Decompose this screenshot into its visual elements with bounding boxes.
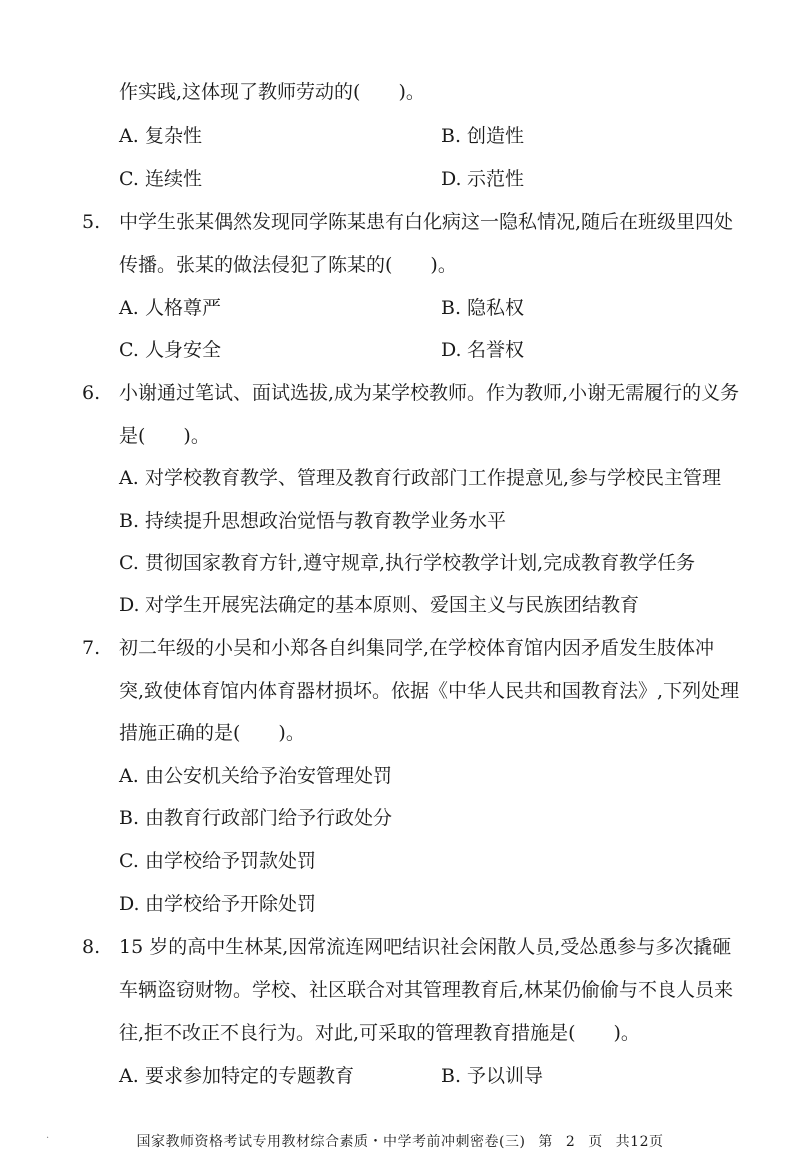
option-label: C. [119, 168, 139, 190]
scan-speck: · [46, 1133, 50, 1144]
option-label: A. [119, 125, 139, 147]
option-text: 由教育行政部门给予行政处分 [145, 807, 393, 829]
option-text: 由学校给予开除处罚 [145, 893, 317, 915]
q8-option-a [119, 1064, 354, 1088]
q7-option-b [119, 806, 392, 830]
q6-stem-line-2: 是( )。 [119, 425, 210, 447]
footer-page-unit: 页 [588, 1134, 603, 1150]
footer-title: 国家教师资格考试专用教材综合素质・中学考前冲刺密卷(三) [136, 1134, 526, 1150]
option-label: D. [441, 339, 462, 361]
option-label: A. [119, 1065, 139, 1087]
q4-option-c [119, 167, 202, 191]
option-text: 要求参加特定的专题教育 [145, 1065, 355, 1087]
option-label: A. [119, 297, 139, 319]
option-label: C. [119, 850, 139, 872]
q7-stem-line-2: 突,致使体育馆内体育器材损坏。依据《中华人民共和国教育法》,下列处理 [119, 680, 740, 702]
q8-stem-line-1: 15 岁的高中生林某,因常流连网吧结识社会闲散人员,受怂恿参与多次撬砸 [119, 936, 732, 958]
option-text: 复杂性 [145, 125, 203, 147]
option-text: 由公安机关给予治安管理处罚 [145, 765, 393, 787]
option-label: D. [441, 168, 462, 190]
q7-option-d [119, 892, 316, 916]
q5-option-c [119, 338, 221, 362]
option-label: A. [119, 765, 139, 787]
q5-option-b [441, 296, 524, 320]
option-text: 创造性 [467, 125, 525, 147]
footer-total: 共12页 [615, 1134, 664, 1150]
q7-stem-line-1: 初二年级的小吴和小郑各自纠集同学,在学校体育馆内因矛盾发生肢体冲 [119, 637, 715, 659]
option-text: 对学校教育教学、管理及教育行政部门工作提意见,参与学校民主管理 [145, 467, 722, 489]
option-text: 人身安全 [145, 339, 222, 361]
option-label: C. [119, 339, 139, 361]
question-number: 6. [82, 382, 101, 404]
option-label: B. [441, 125, 462, 147]
option-text: 由学校给予罚款处罚 [145, 850, 317, 872]
question-number: 7. [82, 637, 101, 659]
question-number: 5. [82, 211, 101, 233]
q8-stem-line-2: 车辆盗窃财物。学校、社区联合对其管理教育后,林某仍偷偷与不良人员来 [119, 979, 734, 1001]
q4-option-b [441, 124, 524, 148]
q6-option-d [119, 593, 639, 617]
option-text: 名誉权 [467, 339, 525, 361]
q6-option-c [119, 551, 695, 575]
option-label: B. [119, 807, 140, 829]
q4-option-d [441, 167, 524, 191]
q4-stem-continuation: 作实践,这体现了教师劳动的( )。 [119, 81, 425, 103]
option-text: 对学生开展宪法确定的基本原则、爱国主义与民族团结教育 [145, 594, 640, 616]
q5-option-d [441, 338, 524, 362]
q7-stem-line-3: 措施正确的是( )。 [119, 722, 305, 744]
option-text: 隐私权 [467, 297, 525, 319]
option-label: C. [119, 552, 139, 574]
q8-stem-line-3: 往,拒不改正不良行为。对此,可采取的管理教育措施是( )。 [119, 1022, 640, 1044]
q5-stem-line-2: 传播。张某的做法侵犯了陈某的( )。 [119, 254, 457, 276]
footer-page-number: 2 [565, 1134, 576, 1150]
q5-stem-line-1: 中学生张某偶然发现同学陈某患有白化病这一隐私情况,随后在班级里四处 [119, 211, 734, 233]
option-text: 人格尊严 [145, 297, 222, 319]
option-text: 贯彻国家教育方针,遵守规章,执行学校教学计划,完成教育教学任务 [145, 552, 696, 574]
q6-stem-line-1: 小谢通过笔试、面试选拔,成为某学校教师。作为教师,小谢无需履行的义务 [119, 382, 740, 404]
option-text: 示范性 [467, 168, 525, 190]
option-label: D. [119, 594, 140, 616]
footer-page-prefix: 第 [538, 1134, 553, 1150]
option-text: 持续提升思想政治觉悟与教育教学业务水平 [145, 510, 507, 532]
option-label: A. [119, 467, 139, 489]
option-text: 连续性 [145, 168, 203, 190]
question-number: 8. [82, 936, 101, 958]
q6-option-b [119, 509, 506, 533]
q7-option-a [119, 764, 392, 788]
q4-option-a [119, 124, 202, 148]
q8-option-b [441, 1064, 543, 1088]
q6-option-a [119, 466, 721, 490]
option-label: B. [441, 297, 462, 319]
page-footer [0, 1133, 800, 1151]
q5-option-a [119, 296, 221, 320]
option-label: B. [441, 1065, 462, 1087]
option-text: 予以训导 [467, 1065, 544, 1087]
option-label: B. [119, 510, 140, 532]
option-label: D. [119, 893, 140, 915]
q7-option-c [119, 849, 316, 873]
